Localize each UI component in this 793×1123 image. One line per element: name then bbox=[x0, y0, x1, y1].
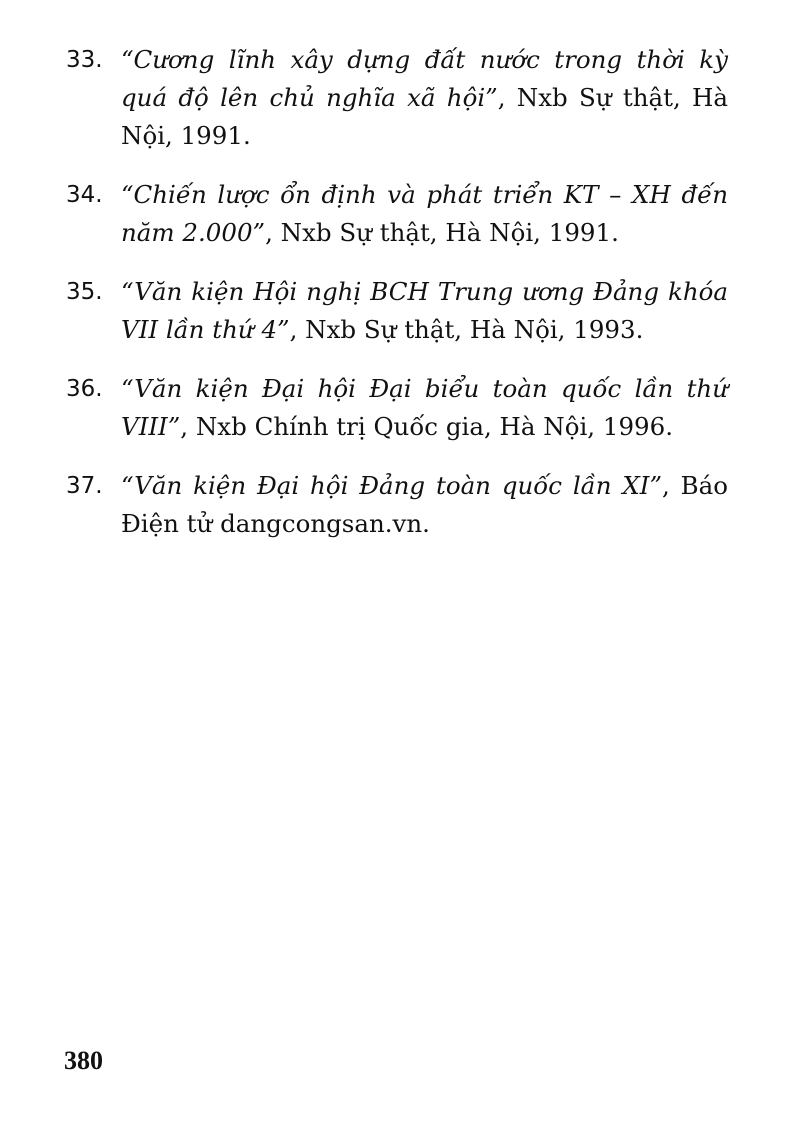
reference-list bbox=[66, 41, 728, 564]
reference-title: “Văn kiện Đại hội Đảng toàn quốc lần XI” bbox=[121, 471, 662, 500]
reference-item-36 bbox=[66, 370, 728, 446]
reference-item-33 bbox=[66, 41, 728, 155]
reference-publication: , Nxb Sự thật, Hà Nội, 1991. bbox=[265, 218, 619, 247]
reference-number: 35. bbox=[66, 279, 103, 305]
reference-publication: , Nxb Sự thật, Hà Nội, 1993. bbox=[289, 315, 644, 344]
reference-number: 34. bbox=[66, 182, 103, 208]
reference-title: “Cương lĩnh xây dựng đất nước trong thời kỳ quá độ lên chủ nghĩa xã hội” bbox=[121, 45, 728, 112]
reference-item-34 bbox=[66, 176, 728, 252]
reference-title: “Văn kiện Hội nghị BCH Trung ương Đảng khóa VII lần thứ 4” bbox=[121, 277, 728, 344]
page-number: 380 bbox=[64, 1046, 103, 1075]
reference-publication: , Báo Điện tử dangcongsan.vn. bbox=[121, 471, 729, 538]
reference-publication: , Nxb Sự thật, Hà Nội, 1991. bbox=[121, 83, 729, 150]
reference-item-37 bbox=[66, 467, 728, 543]
reference-title: “Chiến lược ổn định và phát triển KT – XH đến năm 2.000” bbox=[121, 180, 728, 247]
reference-number: 33. bbox=[66, 47, 103, 73]
reference-number: 36. bbox=[66, 376, 103, 402]
reference-publication: , Nxb Chính trị Quốc gia, Hà Nội, 1996. bbox=[180, 412, 674, 441]
reference-title: “Văn kiện Đại hội Đại biểu toàn quốc lần thứ VIII” bbox=[121, 374, 728, 441]
reference-item-35 bbox=[66, 273, 728, 349]
reference-number: 37. bbox=[66, 473, 103, 499]
